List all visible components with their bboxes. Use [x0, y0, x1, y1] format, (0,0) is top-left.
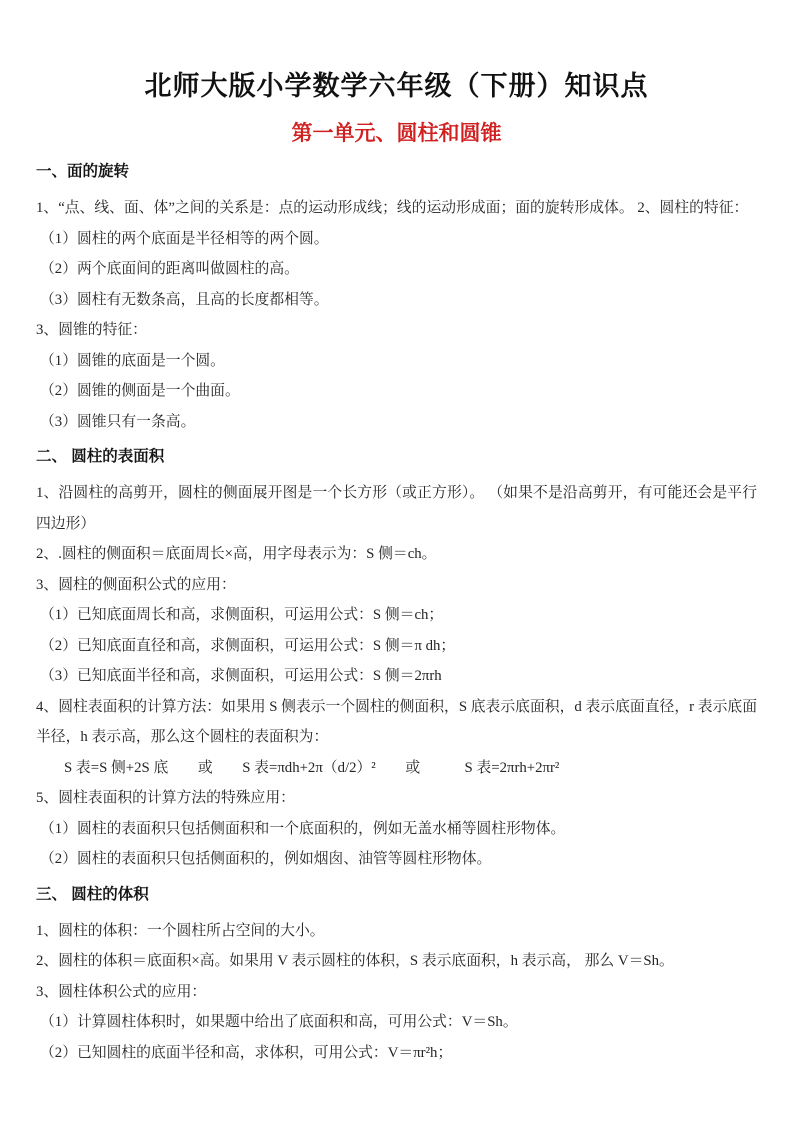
section-heading-cylinder-surface-area: 二、 圆柱的表面积: [36, 448, 165, 465]
paragraph: （2）已知底面直径和高，求侧面积，可运用公式：S 侧＝π dh；: [40, 637, 456, 654]
paragraph: 1、“点、线、面、体”之间的关系是：点的运动形成线；线的运动形成面；面的旋转形成体。 2、圆柱的特征：: [36, 200, 749, 216]
paragraph: （1）圆锥的底面是一个圆。: [40, 352, 225, 369]
paragraph: （2）圆柱的表面积只包括侧面积的，例如烟囱、油管等圆柱形物体。: [40, 851, 492, 867]
paragraph: 3、圆柱的侧面积公式的应用：: [36, 576, 236, 593]
paragraph: （2）已知圆柱的底面半径和高，求体积，可用公式：V＝πr²h；: [40, 1044, 453, 1061]
paragraph: （2）两个底面间的距离叫做圆柱的高。: [40, 261, 299, 277]
unit-heading: 第一单元、圆柱和圆锥: [291, 122, 502, 145]
paragraph: （1）已知底面周长和高，求侧面积，可运用公式：S 侧＝ch；: [40, 607, 444, 623]
paragraph: 2、圆柱的体积＝底面积×高。如果用 V 表示圆柱的体积，S 表示底面积，h 表示高， 那么 V＝Sh。: [36, 953, 674, 969]
paragraph: 3、圆锥的特征：: [36, 322, 147, 338]
section-heading-cylinder-volume: 三、 圆柱的体积: [36, 885, 149, 903]
paragraph: （3）圆锥只有一条高。: [40, 413, 196, 430]
paragraph: （1）计算圆柱体积时，如果题中给出了底面积和高，可用公式：V＝Sh。: [40, 1014, 518, 1030]
paragraph: 3、圆柱体积公式的应用：: [36, 983, 207, 1000]
paragraph: 5、圆柱表面积的计算方法的特殊应用：: [36, 790, 295, 806]
paragraph: （3）已知底面半径和高，求侧面积，可运用公式：S 侧＝2πrh: [40, 668, 442, 684]
page-title: 北师大版小学数学六年级（下册）知识点: [144, 71, 649, 101]
paragraph: （3）圆柱有无数条高，且高的长度都相等。: [40, 291, 329, 308]
paragraph: 1、沿圆柱的高剪开，圆柱的侧面展开图是一个长方形（或正方形）。 （如果不是沿高剪开，有可能还会是平行四边形）: [36, 485, 757, 532]
section-heading-surface-rotation: 一、面的旋转: [36, 163, 130, 180]
paragraph: （1）圆柱的表面积只包括侧面积和一个底面积的，例如无盖水桶等圆柱形物体。: [40, 820, 566, 837]
paragraph: 1、圆柱的体积：一个圆柱所占空间的大小。: [36, 922, 325, 939]
paragraph: 4、圆柱表面积的计算方法：如果用 S 侧表示一个圆柱的侧面积，S 底表示底面积，d 表示底面直径，r 表示底面半径，h 表示高，那么这个圆柱的表面积为：: [36, 698, 757, 745]
surface-area-formula: S 表=S 侧+2S 底 或 S 表=πdh+2π（d/2）² 或 S 表=2πrh+2πr²: [64, 759, 560, 776]
paragraph: 2、.圆柱的侧面积＝底面周长×高，用字母表示为：S 侧＝ch。: [36, 546, 437, 562]
paragraph: （1）圆柱的两个底面是半径相等的两个圆。: [40, 230, 329, 247]
paragraph: （2）圆锥的侧面是一个曲面。: [40, 383, 240, 399]
